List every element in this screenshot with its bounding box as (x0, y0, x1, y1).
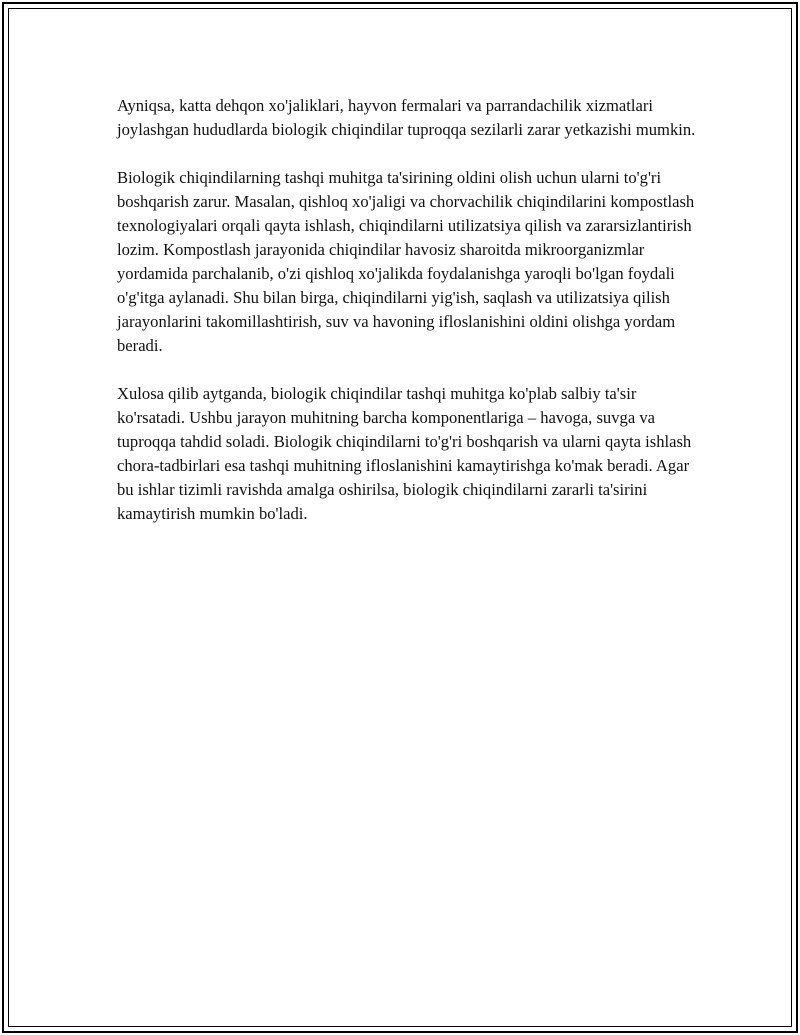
document-body (117, 94, 707, 550)
paragraph-1: Ayniqsa, katta dehqon xo'jaliklari, hayvon fermalari va parrandachilik xizmatlari joylashgan hududlarda biologik chiqindilar tuproqqa sezilarli zarar yetkazishi mumkin. (117, 96, 696, 139)
paragraph-2: Biologik chiqindilarning tashqi muhitga ta'sirining oldini olish uchun ularni to'g'ri boshqarish zarur. Masalan, qishloq xo'jaligi va chorvachilik chiqindilarini kompostlash texnologiyalari orqali qayta ishlash, chiqindilarni utilizatsiya qilish va zararsizlantirish lozim. Kompostlash jarayonida chiqindilar havosiz sharoitda mikroorganizmlar yordamida parchalanib, o'zi qishloq xo'jalikda foydalanishga yaroqli bo'lgan foydali o'g'itga aylanadi. Shu bilan birga, chiqindilarni yig'ish, saqlash va utilizatsiya qilish jarayonlarini takomillashtirish, suv va havoning ifloslanishini oldini olishga yordam beradi. (117, 168, 695, 355)
paragraph-3: Xulosa qilib aytganda, biologik chiqindilar tashqi muhitga ko'plab salbiy ta'sir ko'rsatadi. Ushbu jarayon muhitning barcha komponentlariga – havoga, suvga va tuproqqa tahdid soladi. Biologik chiqindilarni to'g'ri boshqarish va ularni qayta ishlash chora-tadbirlari esa tashqi muhitning ifloslanishini kamaytirishga ko'mak beradi. Agar bu ishlar tizimli ravishda amalga oshirilsa, biologik chiqindilarni zararli ta'sirini kamaytirish mumkin bo'ladi. (117, 384, 692, 523)
